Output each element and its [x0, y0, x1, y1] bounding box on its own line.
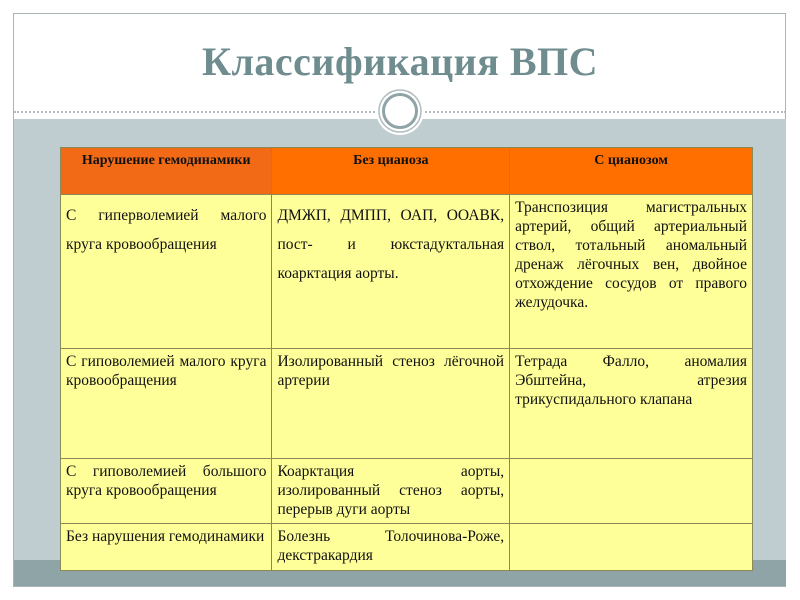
table-cell: ДМЖП, ДМПП, ОАП, ООАВК, пост- и юкстадуктальная коарктация аорты.	[272, 195, 510, 349]
vps-classification-table	[60, 147, 753, 571]
table-row	[61, 349, 753, 459]
table-cell: Транспозиция магистральных артерий, общий артериальный ствол, тотальный аномальный дренаж лёгочных вен, двойное отхождение сосудов от правого желудочка.	[510, 195, 753, 349]
slide-title: Классификация ВПС	[201, 39, 599, 84]
table-cell: Изолированный стеноз лёгочной артерии	[272, 349, 510, 459]
table-row	[61, 459, 753, 524]
table-cell: Без нарушения гемодинамики	[61, 524, 272, 571]
table-cell: Тетрада Фалло, аномалия Эбштейна, атрезия трикуспидального клапана	[510, 349, 753, 459]
header-cyanotic: С цианозом	[510, 148, 753, 195]
header-hemodynamics: Нарушение гемодинамики	[61, 148, 272, 195]
table-cell: С гиповолемией большого круга кровообращения	[61, 459, 272, 524]
table-cell: С гиперволемией малого круга кровообращения	[61, 195, 272, 349]
table-cell: Болезнь Толочинова-Роже, декстракардия	[272, 524, 510, 571]
table-cell: Коарктация аорты, изолированный стеноз аорты, перерыв дуги аорты	[272, 459, 510, 524]
table-cell	[510, 524, 753, 571]
table-cell: С гиповолемией малого круга кровообращения	[61, 349, 272, 459]
table-row	[61, 524, 753, 571]
circle-ornament-icon	[376, 87, 424, 135]
table-header-row	[61, 148, 753, 195]
header-acyanotic: Без цианоза	[272, 148, 510, 195]
table-row	[61, 195, 753, 349]
table-cell	[510, 459, 753, 524]
